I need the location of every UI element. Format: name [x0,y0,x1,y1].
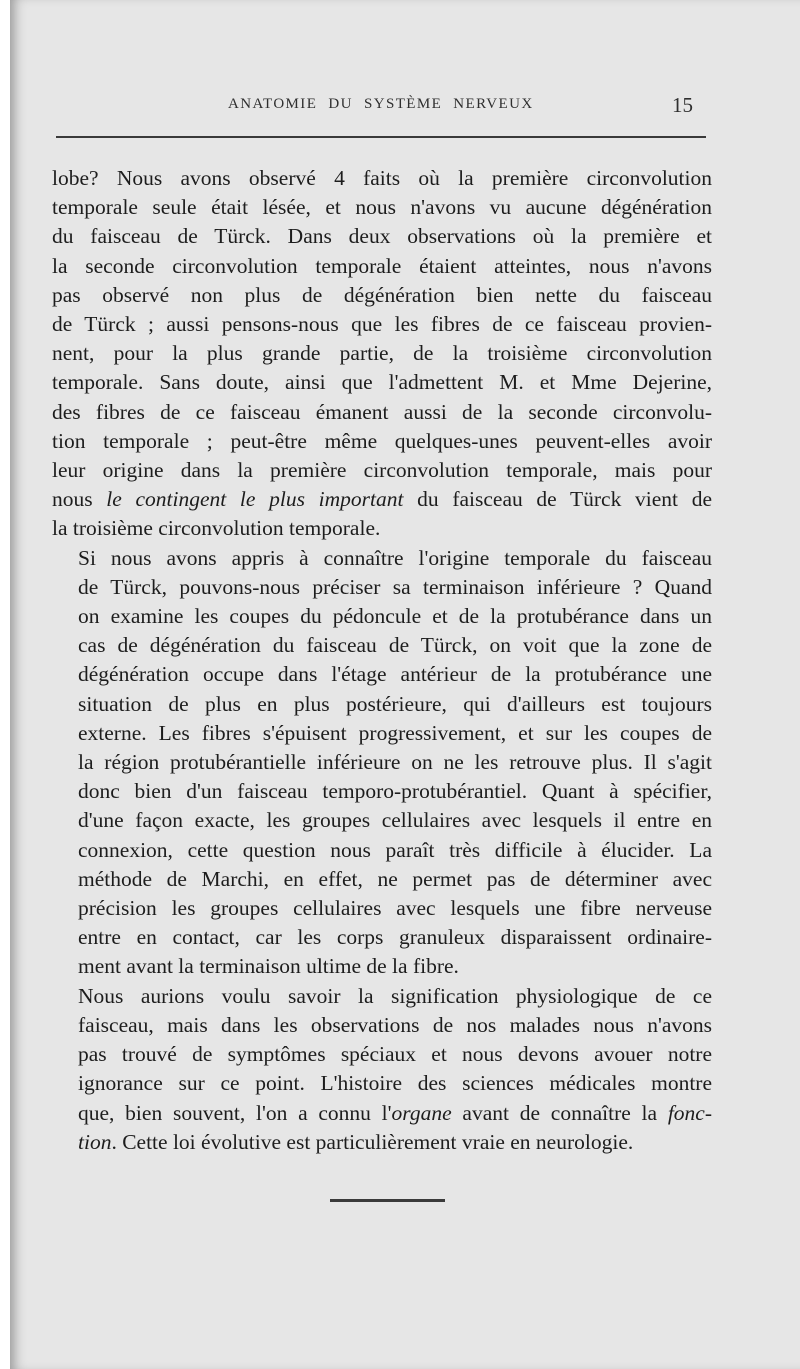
header-rule [56,136,706,138]
text-line [52,1128,712,1157]
text-line: de Türck, pouvons-nous préciser sa terminaison inférieure ? Quand [78,574,712,599]
paragraph-2 [52,544,712,982]
text-line: précision les groupes cellulaires avec lesquels une fibre nerveuse [78,896,712,921]
text-line: externe. Les fibres s'épuisent progressivement, et sur les coupes de [78,720,712,745]
text-line: dégénération occupe dans l'étage antérieur de la protubérance une [78,662,712,687]
text-run: du faisceau de Türck vient de [403,487,712,512]
paragraph-3 [52,982,712,1157]
text-line: du faisceau de Türck. Dans deux observations où la première et [52,224,712,249]
text-run: que, bien souvent, l'on a connu l' [78,1100,392,1125]
text-line: la troisième circonvolution temporale. [52,516,381,541]
running-title: ANATOMIE DU SYSTÈME NERVEUX [228,96,534,112]
text-line: nent, pour la plus grande partie, de la troisième circonvolution [52,341,712,366]
text-line: pas observé non plus de dégénération bien nette du faisceau [52,282,712,307]
text-line: ignorance sur ce point. L'histoire des sciences médicales montre [78,1071,712,1096]
text-line: lobe? Nous avons observé 4 faits où la première circonvolution [52,166,712,190]
text-line: la seconde circonvolution temporale étaient atteintes, nous n'avons [52,253,712,278]
text-line: méthode de Marchi, en effet, ne permet pas de déterminer avec [78,866,712,891]
text-line: situation de plus en plus postérieure, qui d'ailleurs est toujours [78,691,712,716]
italic-emphasis: le contingent le plus important [106,487,404,512]
text-line: leur origine dans la première circonvolution temporale, mais pour [52,458,712,483]
text-run: nous [52,487,107,512]
text-line: temporale. Sans doute, ainsi que l'admettent M. et Mme Dejerine, [52,370,712,395]
text-line: donc bien d'un faisceau temporo-protubérantiel. Quant à spécifier, [78,779,712,804]
paragraph-1 [52,164,712,544]
text-line [52,485,712,514]
text-line: des fibres de ce faisceau émanent aussi de la seconde circonvolu- [52,399,712,424]
text-line: ment avant la terminaison ultime de la fibre. [78,954,459,979]
text-line: temporale seule était lésée, et nous n'avons vu aucune dégénération [52,195,712,220]
italic-emphasis: tion [78,1129,112,1154]
text-line: d'une façon exacte, les groupes cellulaires avec lesquels il entre en [78,808,712,833]
text-line: tion temporale ; peut-être même quelques-unes peuvent-elles avoir [52,428,712,453]
text-line: entre en contact, car les corps granuleux disparaissent ordinaire- [78,925,712,950]
italic-emphasis: fonc- [667,1100,712,1125]
page-number: 15 [672,93,693,117]
text-run: . Cette loi évolutive est particulièrement vraie en neurologie. [111,1129,634,1154]
book-page [10,0,800,1369]
text-line: Si nous avons appris à connaître l'origine temporale du faisceau [78,545,712,570]
text-line [52,1099,712,1128]
text-line: faisceau, mais dans les observations de nos malades nous n'avons [78,1012,712,1037]
closing-rule [330,1199,445,1202]
italic-emphasis: organe [391,1100,452,1125]
text-line: de Türck ; aussi pensons-nous que les fibres de ce faisceau provien- [52,312,712,337]
page-header [10,93,800,126]
text-run: avant de connaître la [451,1100,668,1125]
text-line: on examine les coupes du pédoncule et de la protubérance dans un [78,604,712,629]
body-text [52,164,712,1157]
text-line: pas trouvé de symptômes spéciaux et nous devons avouer notre [78,1042,712,1067]
text-line: cas de dégénération du faisceau de Türck, on voit que la zone de [78,633,712,658]
text-line: la région protubérantielle inférieure on ne les retrouve plus. Il s'agit [78,750,712,775]
text-line: Nous aurions voulu savoir la signification physiologique de ce [78,983,712,1008]
text-line: connexion, cette question nous paraît très difficile à élucider. La [78,837,712,862]
